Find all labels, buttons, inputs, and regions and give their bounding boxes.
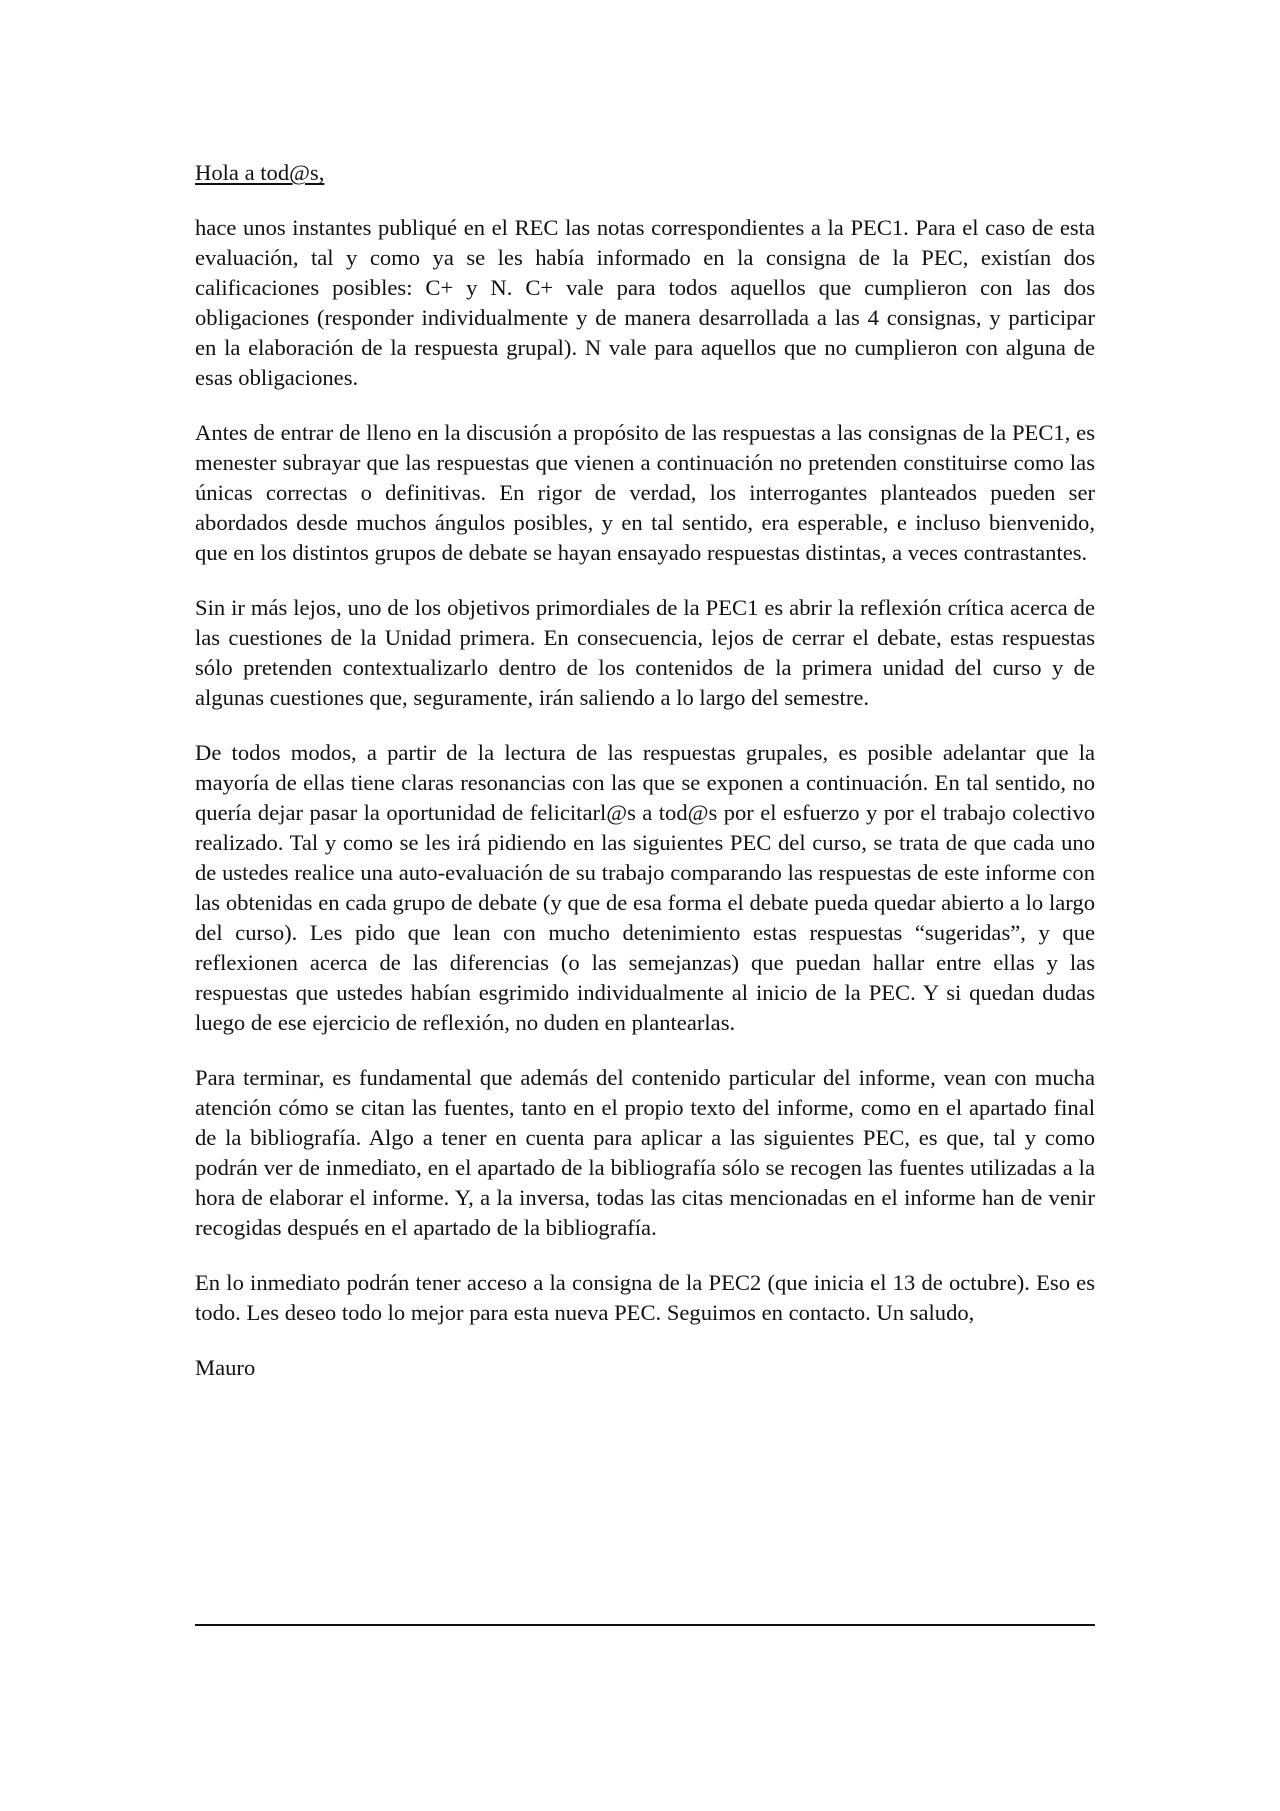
letter-body	[195, 158, 1095, 1383]
horizontal-rule	[195, 1624, 1095, 1626]
paragraph-disclaimer: Antes de entrar de lleno en la discusión a propósito de las respuestas a las consignas de la PEC1, es menester subrayar que las respuestas que vienen a continuación no pretenden constituirse como las únicas correctas o definitivas. En rigor de verdad, los interrogantes planteados pueden ser abordados desde muchos ángulos posibles, y en tal sentido, era esperable, e incluso bienvenido, que en los distintos grupos de debate se hayan ensayado respuestas distintas, a veces contrastantes.	[195, 420, 1095, 565]
signature: Mauro	[195, 1355, 256, 1380]
paragraph-objectives: Sin ir más lejos, uno de los objetivos primordiales de la PEC1 es abrir la reflexión crítica acerca de las cuestiones de la Unidad primera. En consecuencia, lejos de cerrar el debate, estas respuestas sólo pretenden contextualizarlo dentro de los contenidos de la primera unidad del curso y de algunas cuestiones que, seguramente, irán saliendo a lo largo del semestre.	[195, 595, 1095, 710]
paragraph-citations: Para terminar, es fundamental que además del contenido particular del informe, vean con mucha atención cómo se citan las fuentes, tanto en el propio texto del informe, como en el apartado final de la bibliografía. Algo a tener en cuenta para aplicar a las siguientes PEC, es que, tal y como podrán ver de inmediato, en el apartado de la bibliografía sólo se recogen las fuentes utilizadas a la hora de elaborar el informe. Y, a la inversa, todas las citas mencionadas en el informe han de venir recogidas después en el apartado de la bibliografía.	[195, 1065, 1095, 1240]
paragraph-self-evaluation: De todos modos, a partir de la lectura de las respuestas grupales, es posible adelantar que la mayoría de ellas tiene claras resonancias con las que se exponen a continuación. En tal sentido, no quería dejar pasar la oportunidad de felicitarl@s a tod@s por el esfuerzo y por el trabajo colectivo realizado. Tal y como se les irá pidiendo en las siguientes PEC del curso, se trata de que cada uno de ustedes realice una auto-evaluación de su trabajo comparando las respuestas de este informe con las obtenidas en cada grupo de debate (y que de esa forma el debate pueda quedar abierto a lo largo del curso). Les pido que lean con mucho detenimiento estas respuestas “sugeridas”, y que reflexionen acerca de las diferencias (o las semejanzas) que puedan hallar entre ellas y las respuestas que ustedes habían esgrimido individualmente al inicio de la PEC. Y si quedan dudas luego de ese ejercicio de reflexión, no duden en plantearlas.	[195, 740, 1095, 1035]
greeting: Hola a tod@s,	[195, 160, 325, 185]
paragraph-grades: hace unos instantes publiqué en el REC las notas correspondientes a la PEC1. Para el caso de esta evaluación, tal y como ya se les había informado en la consigna de la PEC, existían dos calificaciones posibles: C+ y N. C+ vale para todos aquellos que cumplieron con las dos obligaciones (responder individualmente y de manera desarrollada a las 4 consignas, y participar en la elaboración de la respuesta grupal). N vale para aquellos que no cumplieron con alguna de esas obligaciones.	[195, 215, 1095, 390]
paragraph-closing: En lo inmediato podrán tener acceso a la consigna de la PEC2 (que inicia el 13 de octubre). Eso es todo. Les deseo todo lo mejor para esta nueva PEC. Seguimos en contacto. Un saludo,	[195, 1270, 1095, 1325]
